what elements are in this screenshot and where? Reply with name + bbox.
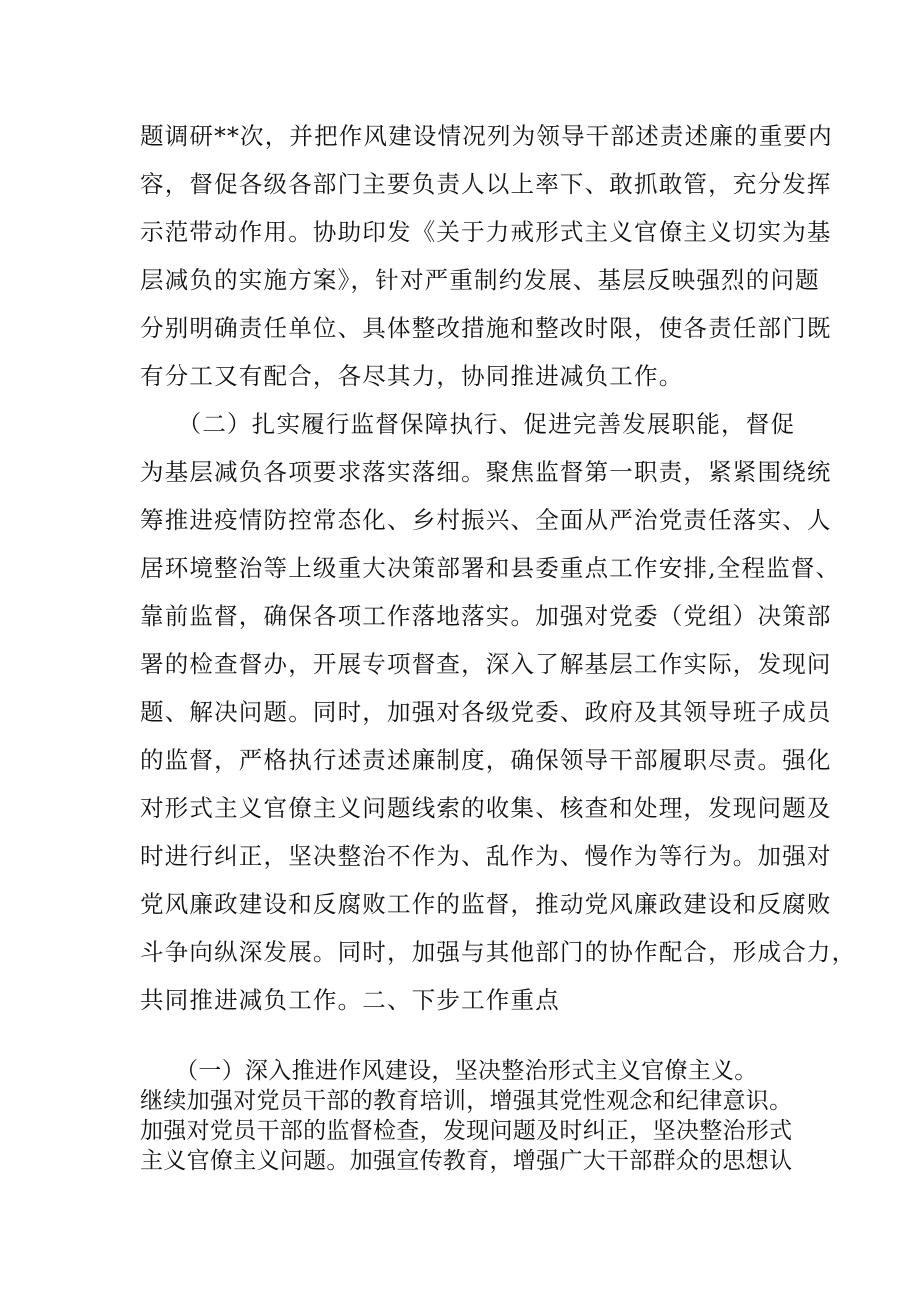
text-line: 题、解决问题。同时，加强对各级党委、政府及其领导班子成员: [140, 698, 832, 726]
text-line: 居环境整治等上级重大决策部署和县委重点工作安排,全程监督、: [140, 554, 841, 582]
text-line: 时进行纠正，坚决整治不作为、乱作为、慢作为等行为。加强对: [140, 842, 832, 870]
text-line: 继续加强对党员干部的教育培训，增强其党性观念和纪律意识。: [140, 1088, 793, 1114]
text-line: 示范带动作用。协助印发《关于力戒形式主义官僚主义切实为基: [140, 218, 832, 246]
text-line: （一）深入推进作风建设，坚决整治形式主义官僚主义。: [140, 1058, 758, 1084]
text-line: 共同推进减负工作。二、下步工作重点: [140, 986, 560, 1014]
text-line: （二）扎实履行监督保障执行、促进完善发展职能，督促: [140, 410, 796, 438]
text-line: 有分工又有配合，各尽其力，协同推进减负工作。: [140, 362, 684, 390]
text-line: 题调研**次，并把作风建设情况列为领导干部述责述廉的重要内: [140, 122, 833, 150]
text-line: 筹推进疫情防控常态化、乡村振兴、全面从严治党责任落实、人: [140, 506, 832, 534]
text-line: 主义官僚主义问题。加强宣传教育，增强广大干部群众的思想认: [140, 1148, 793, 1174]
text-line: 斗争向纵深发展。同时，加强与其他部门的协作配合，形成合力，: [140, 938, 857, 966]
body-text-upper: [140, 112, 857, 1024]
text-line: 署的检查督办，开展专项督查，深入了解基层工作实际，发现问: [140, 650, 832, 678]
text-line: 靠前监督，确保各项工作落地落实。加强对党委（党组）决策部: [140, 602, 832, 630]
text-line: 对形式主义官僚主义问题线索的收集、核查和处理，发现问题及: [140, 794, 832, 822]
text-line: 党风廉政建设和反腐败工作的监督，推动党风廉政建设和反腐败: [140, 890, 832, 918]
text-line: 的监督，严格执行述责述廉制度，确保领导干部履职尽责。强化: [140, 746, 832, 774]
text-line: 容，督促各级各部门主要负责人以上率下、敢抓敢管，充分发挥: [140, 170, 832, 198]
text-line: 为基层减负各项要求落实落细。聚焦监督第一职责，紧紧围绕统: [140, 458, 832, 486]
text-line: 分别明确责任单位、具体整改措施和整改时限，使各责任部门既: [140, 314, 832, 342]
body-text-lower: [140, 1056, 800, 1176]
text-line: 层减负的实施方案》，针对严重制约发展、基层反映强烈的问题: [140, 266, 820, 294]
text-line: 加强对党员干部的监督检查，发现问题及时纠正，坚决整治形式: [140, 1118, 793, 1144]
